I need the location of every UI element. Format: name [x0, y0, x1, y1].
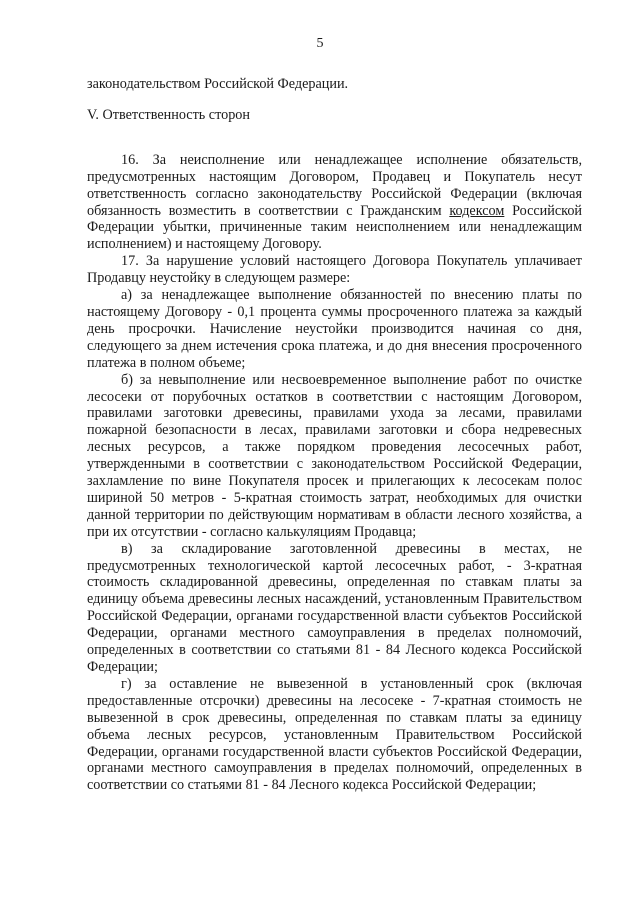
- paragraph-16-text-b: Российской Федерации убытки, причиненные таким неисполнением или ненадлежащим исполнением) и настоящему Договору.: [87, 202, 582, 253]
- paragraph-17b: б) за невыполнение или несвоевременное выполнение работ по очистке лесосеки от порубочных остатков в соответствии с настоящим Договором, правилами заготовки древесины, правилами ухода за лесами, правилами пожарной безопасности в лесах, правилами заготовки и сбора недревесных лесных ресурсов, а также порядком проведения лесосечных работ, утвержденными в соответствии с законодательством Российской Федерации, захламление по вине Покупателя просек и прилегающих к лесосекам полос шириной 50 метров - 5-кратная стоимость затрат, необходимых для очистки данной территории по действующим нормативам в области лесного хозяйства, а при их отсутствии - согласно калькуляциям Продавца;: [87, 371, 582, 540]
- paragraph-16: [87, 152, 582, 253]
- paragraph-17a: а) за ненадлежащее выполнение обязанностей по внесению платы по настоящему Договору - 0,1 процента суммы просроченного платежа за каждый день просрочки. Начисление неустойки производится начиная со дня, следующего за днем истечения срока платежа, и до дня внесения просроченного платежа в полном объеме;: [87, 287, 582, 371]
- paragraph-17c: в) за складирование заготовленной древесины в местах, не предусмотренных технологической картой лесосечных работ, - 3-кратная стоимость складированной древесины, определенная по ставкам платы за единицу объема древесины лесных насаждений, установленным Правительством Российской Федерации, органами государственной власти субъектов Российской Федерации, органами местного самоуправления в пределах полномочий, определенных в соответствии со статьями 81 - 84 Лесного кодекса Российской Федерации;: [87, 540, 582, 675]
- paragraph-17: 17. За нарушение условий настоящего Договора Покупатель уплачивает Продавцу неустойку в следующем размере:: [87, 253, 582, 287]
- paragraph-17d: г) за оставление не вывезенной в установленный срок (включая предоставленные отсрочки) древесины на лесосеке - 7-кратная стоимость не вывезенной в срок древесины, определенная по ставкам платы за единицу объема лесных ресурсов, установленным Правительством Российской Федерации, органами государственной власти субъектов Российской Федерации, органами местного самоуправления в пределах полномочий, определенных в соответствии со статьями 81 - 84 Лесного кодекса Российской Федерации;: [87, 675, 582, 794]
- page-number: 5: [316, 36, 324, 51]
- section-title: V. Ответственность сторон: [87, 106, 250, 123]
- document-body: [87, 76, 582, 794]
- codex-link[interactable]: кодексом: [449, 202, 505, 219]
- paragraph-16-text-a: 16. За неисполнение или ненадлежащее исполнение обязательств, предусмотренных настоящим Договором, Продавец и Покупатель несут ответственность согласно законодательству Российской Федерации (включая обязанность возместить в соответствии с Гражданским: [87, 151, 582, 219]
- lead-line: законодательством Российской Федерации.: [87, 76, 349, 92]
